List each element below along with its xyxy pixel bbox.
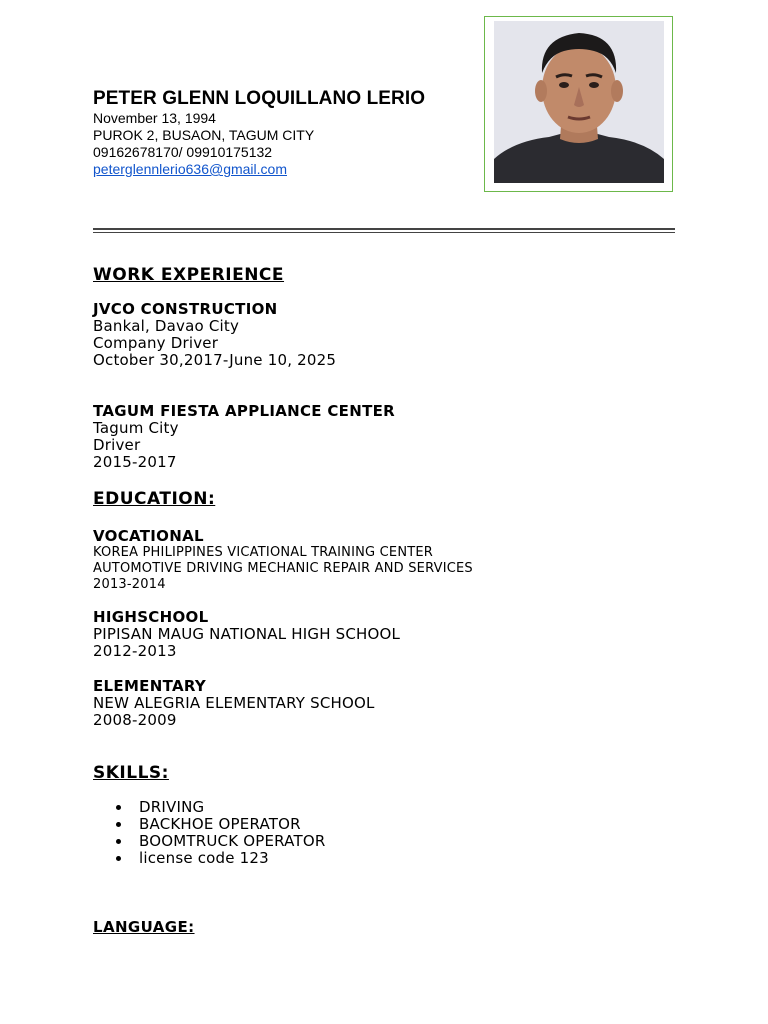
education-entry-elementary: [93, 678, 375, 729]
job-company: JVCO CONSTRUCTION: [93, 300, 278, 318]
work-experience-heading: WORK EXPERIENCE: [93, 265, 285, 285]
school-name: PIPISAN MAUG NATIONAL HIGH SCHOOL: [93, 625, 401, 643]
applicant-name: PETER GLENN LOQUILLANO LERIO: [93, 88, 426, 109]
education-level: ELEMENTARY: [93, 677, 207, 695]
skills-list: [93, 799, 325, 867]
job-dates: 2015-2017: [93, 453, 177, 471]
school-years: 2008-2009: [93, 711, 177, 729]
education-heading: EDUCATION:: [93, 489, 216, 509]
skill-item: license code 123: [93, 850, 325, 867]
address: PUROK 2, BUSAON, TAGUM CITY: [93, 127, 315, 143]
skill-item: BOOMTRUCK OPERATOR: [93, 833, 325, 850]
birthdate: November 13, 1994: [93, 110, 216, 126]
profile-photo-frame: [484, 16, 673, 192]
job-dates: October 30,2017-June 10, 2025: [93, 351, 337, 369]
job-location: Bankal, Davao City: [93, 317, 240, 335]
skill-item: BACKHOE OPERATOR: [93, 816, 325, 833]
email-link[interactable]: peterglennlerio636@gmail.com: [93, 161, 287, 177]
job-position: Company Driver: [93, 334, 219, 352]
phone: 09162678170/ 09910175132: [93, 144, 273, 160]
person-portrait-icon: [494, 21, 664, 183]
job-position: Driver: [93, 436, 141, 454]
school-name: NEW ALEGRIA ELEMENTARY SCHOOL: [93, 694, 375, 712]
language-heading: LANGUAGE:: [93, 918, 195, 936]
education-level: VOCATIONAL: [93, 527, 204, 545]
job-entry: [93, 301, 336, 369]
job-location: Tagum City: [93, 419, 179, 437]
job-entry: [93, 403, 395, 471]
contact-header: [93, 88, 425, 178]
header-divider: [93, 228, 675, 233]
job-company: TAGUM FIESTA APPLIANCE CENTER: [93, 402, 396, 420]
profile-photo: [494, 21, 664, 183]
school-name: KOREA PHILIPPINES VICATIONAL TRAINING CENTER: [93, 545, 434, 560]
school-years: 2013-2014: [93, 577, 166, 592]
program-name: AUTOMOTIVE DRIVING MECHANIC REPAIR AND SERVICES: [93, 561, 473, 576]
education-entry-vocational: [93, 528, 473, 593]
education-entry-highschool: [93, 609, 400, 660]
school-years: 2012-2013: [93, 642, 177, 660]
education-level: HIGHSCHOOL: [93, 608, 209, 626]
skill-item: DRIVING: [93, 799, 325, 816]
skills-heading: SKILLS:: [93, 763, 169, 783]
